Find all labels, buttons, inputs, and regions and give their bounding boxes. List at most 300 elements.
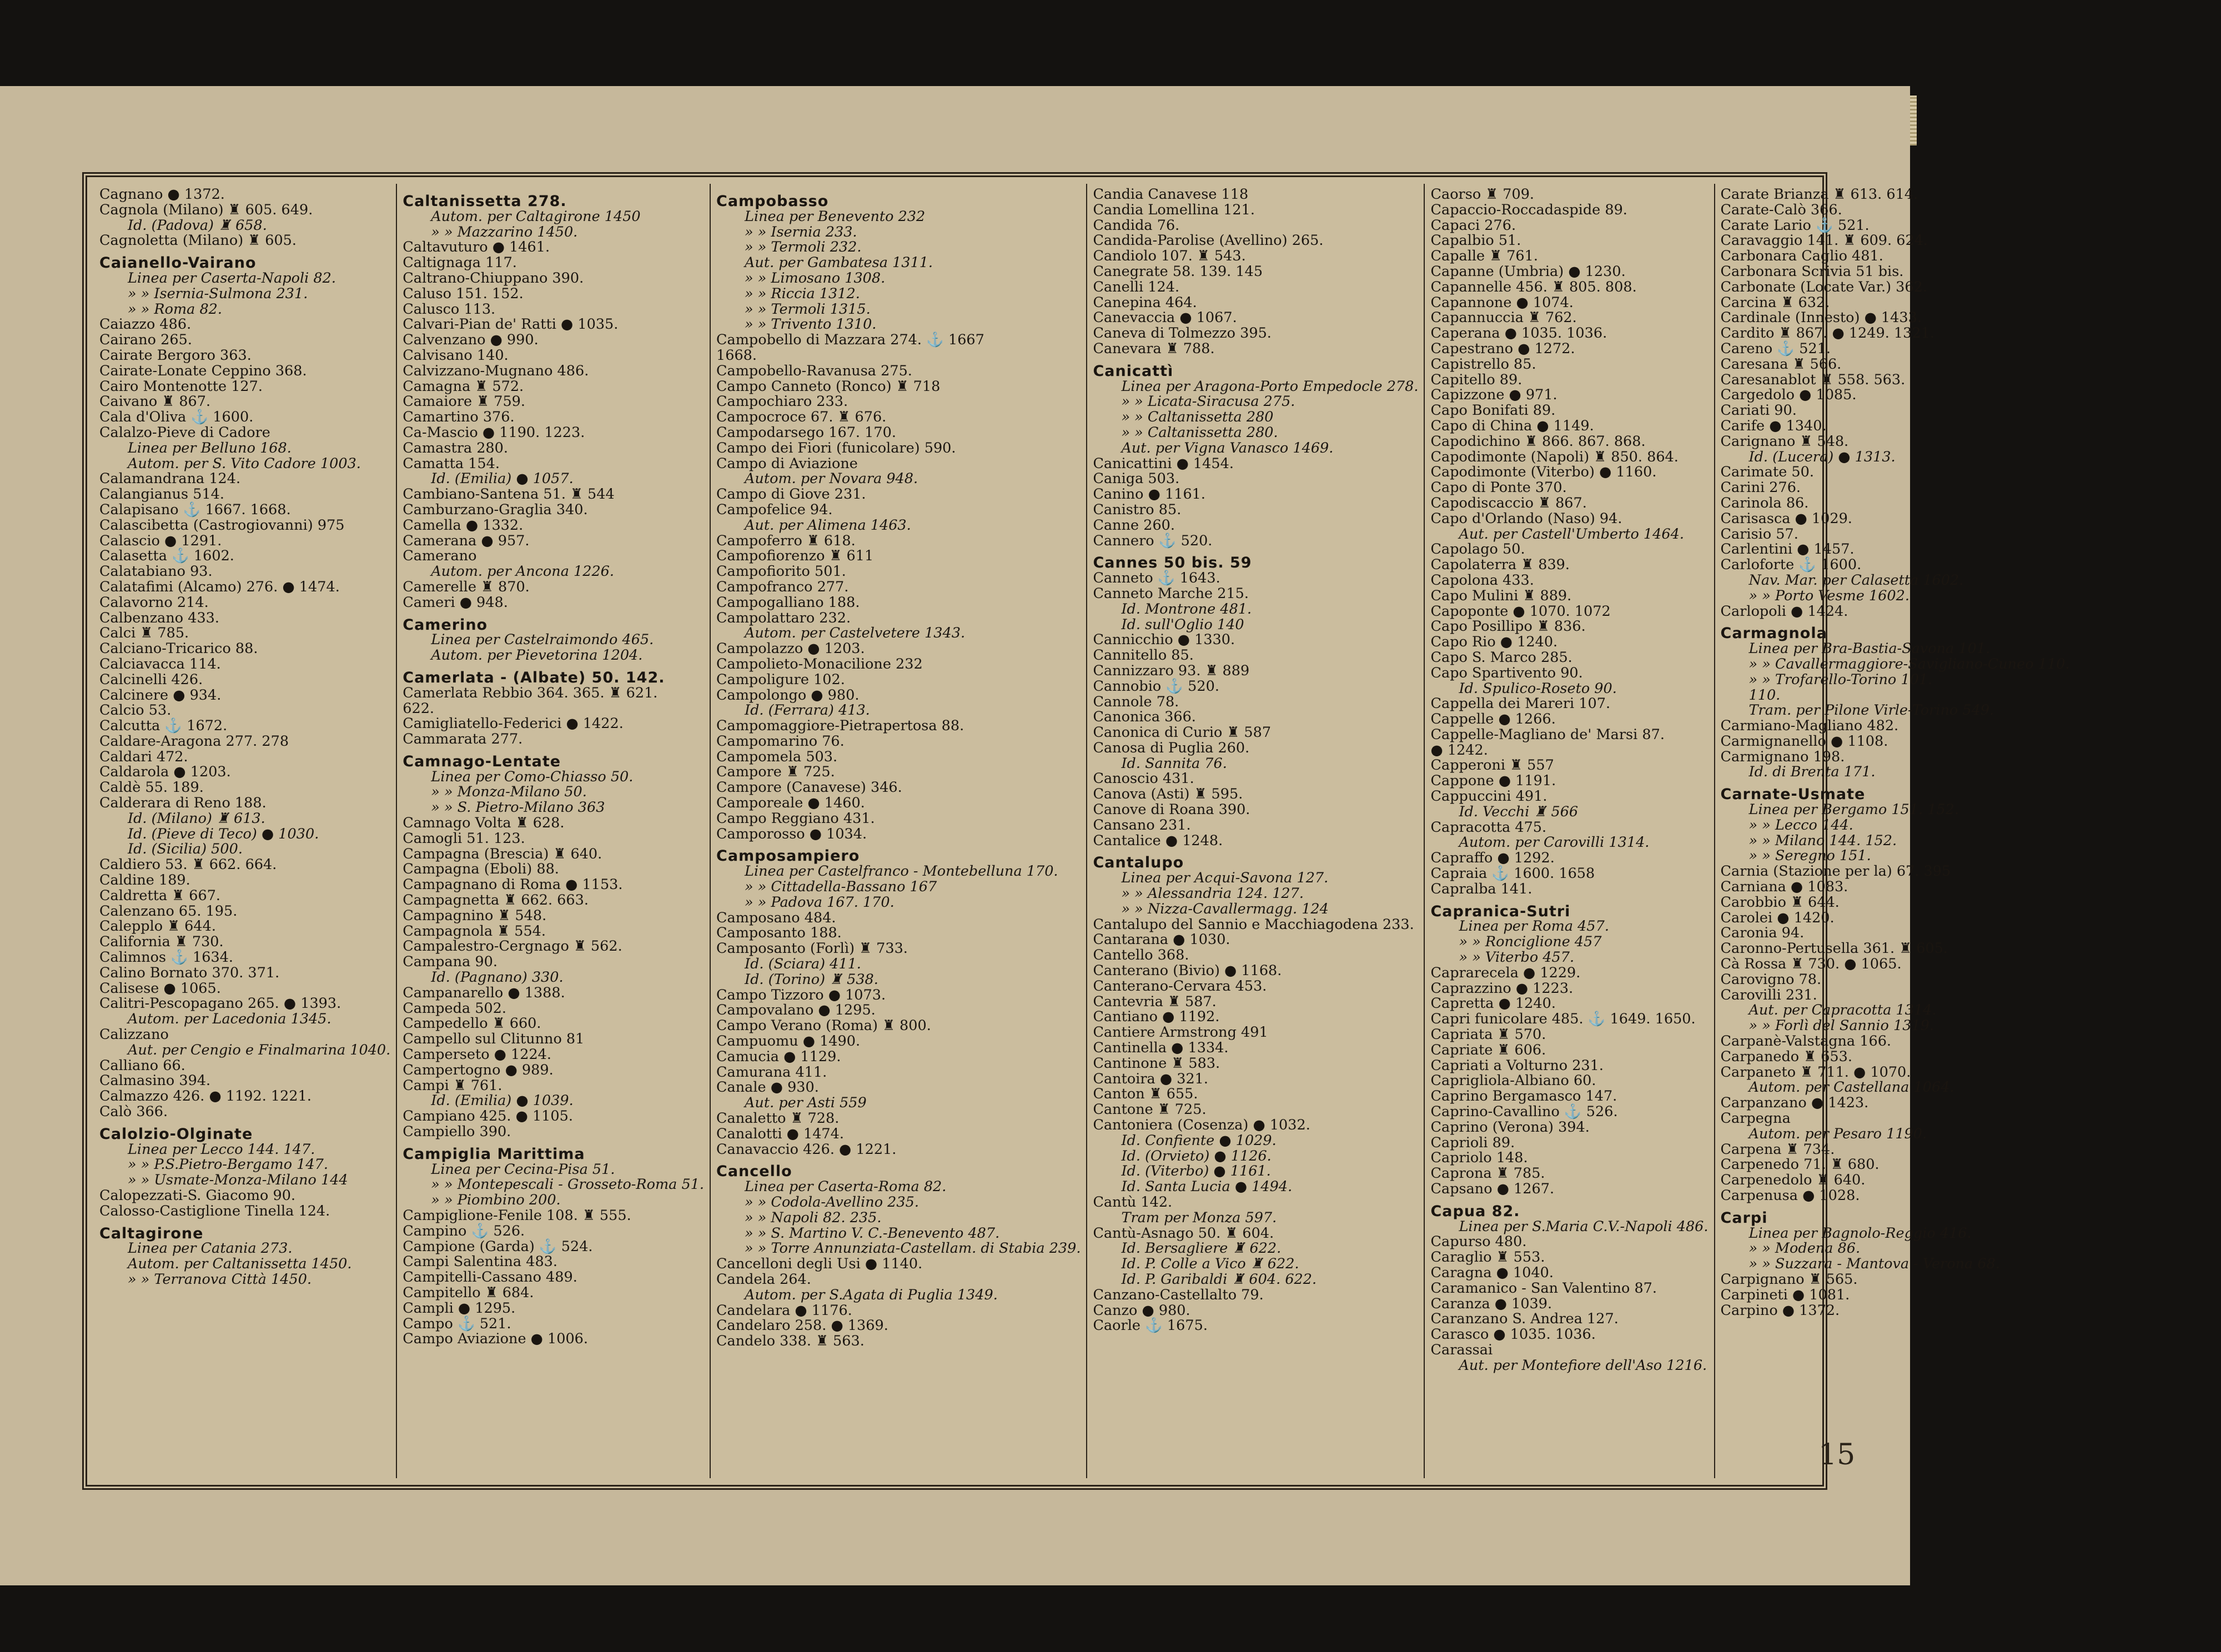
index-entry: Carmignanello ● 1108. (1720, 732, 1888, 750)
index-entry: Canneto Marche 215. (1093, 585, 1249, 602)
index-entry: Carbonara Scrivia 51 bis. (1720, 263, 1904, 280)
index-entry: Capo Spartivento 90. (1430, 664, 1583, 681)
index-entry: Carpenusa ● 1028. (1720, 1187, 1860, 1204)
index-entry: » » Licata-Siracusa 275. (1121, 393, 1295, 410)
index-entry: Calderara di Reno 188. (99, 795, 267, 812)
station-heading: Cantalupo (1093, 854, 1184, 872)
index-entry: Linea per Catania 273. (128, 1240, 293, 1257)
index-entry: Capraffo ● 1292. (1430, 850, 1555, 867)
index-entry: Calliano 66. (99, 1057, 185, 1074)
index-entry: Caniga 503. (1093, 470, 1180, 488)
index-entry: Linea per Bagnolo-Reggio 416. (1748, 1224, 1972, 1242)
index-entry: Id. (Emilia) ● 1057. (431, 470, 574, 488)
index-entry: » » Seregno 151. (1748, 847, 1871, 865)
index-entry: Camaiore ♜ 759. (403, 393, 525, 410)
index-entry: Camagna ♜ 572. (403, 378, 524, 395)
index-entry: Caorle ⚓ 1675. (1093, 1317, 1208, 1334)
index-entry: Campo dei Fiori (funicolare) 590. (716, 439, 956, 456)
index-entry: Campagnola ♜ 554. (403, 922, 546, 940)
index-entry: Candelara ● 1176. (716, 1302, 852, 1319)
index-entry: Candelaro 258. ● 1369. (716, 1317, 888, 1334)
index-entry: Caronno-Pertusella 361. ♜ 605. (1720, 940, 1948, 957)
station-heading: Campobasso (716, 193, 829, 210)
index-entry: » » Alessandria 124. 127. (1121, 885, 1304, 902)
index-entry: Calciavacca 114. (99, 655, 221, 672)
index-entry: Cantù-Asnago 50. ♜ 604. (1093, 1224, 1274, 1242)
index-entry: Cariati 90. (1720, 402, 1797, 419)
index-entry: Capriolo 148. (1430, 1149, 1528, 1167)
index-entry: » » P.S.Pietro-Bergamo 147. (128, 1156, 328, 1173)
index-entry: Capraia ⚓ 1600. 1658 (1430, 865, 1595, 882)
index-entry: Aut. per Montefiore dell'Aso 1216. (1459, 1357, 1707, 1374)
index-entry: Caluso 151. 152. (403, 285, 524, 302)
index-entry: Id. Confiente ● 1029. (1121, 1132, 1277, 1149)
index-entry: Camposanto (Forlì) ♜ 733. (716, 940, 908, 957)
index-entry: Id. (Orvieto) ● 1126. (1121, 1147, 1272, 1164)
index-entry: Id. (Sciara) 411. (745, 956, 861, 973)
index-entry: Id. (Emilia) ● 1039. (431, 1092, 574, 1109)
index-entry: Carpegna (1720, 1110, 1791, 1127)
index-entry: Aut. per Asti 559 (745, 1094, 867, 1112)
index-entry: Capo Bonifati 89. (1430, 402, 1556, 419)
index-entry: » » Termoli 1315. (745, 300, 871, 318)
index-entry: Carolei ● 1420. (1720, 909, 1835, 926)
index-entry: » » Monza-Milano 50. (431, 784, 587, 801)
index-entry: Carmiano-Magliano 482. (1720, 717, 1899, 735)
index-entry: Capolona 433. (1430, 571, 1534, 589)
index-entry: Campagna (Brescia) ♜ 640. (403, 845, 602, 862)
index-entry: Campanarello ● 1388. (403, 984, 565, 1001)
index-entry: Camartino 376. (403, 409, 515, 426)
index-entry: Id. (Pieve di Teco) ● 1030. (128, 825, 319, 842)
index-column (94, 184, 396, 1478)
index-entry: Calosso-Castiglione Tinella 124. (99, 1202, 330, 1219)
index-entry: Campo Tizzoro ● 1073. (716, 986, 886, 1003)
index-entry: Candelo 338. ♜ 563. (716, 1333, 865, 1350)
index-entry: Cannicchio ● 1330. (1093, 631, 1235, 649)
index-entry: Camburzano-Graglia 340. (403, 501, 588, 518)
index-entry: Calepplo ♜ 644. (99, 918, 216, 935)
index-entry: Capo di China ● 1149. (1430, 417, 1594, 434)
index-entry: Calamandrana 124. (99, 470, 241, 488)
index-entry: Linea per Como-Chiasso 50. (431, 768, 634, 785)
index-entry: 110. (1748, 686, 1781, 704)
index-entry: Cala d'Oliva ⚓ 1600. (99, 409, 254, 426)
index-entry: Capoponte ● 1070. 1072 (1430, 602, 1611, 620)
index-entry: Carbonara Caglio 481. (1720, 248, 1883, 265)
index-entry: Id. (Torino) ♜ 538. (745, 971, 878, 988)
index-entry: Id. (Milano) ♜ 613. (128, 810, 265, 827)
index-entry: Calcinelli 426. (99, 671, 203, 688)
index-entry: Carloforte ⚓ 1600. (1720, 556, 1862, 574)
index-entry: Carini 276. (1720, 479, 1801, 496)
index-entry: Caravaggio 141. ♜ 609. 624. (1720, 232, 1928, 249)
index-entry: Carignano ♜ 548. (1720, 433, 1849, 450)
index-entry: Canavaccio 426. ● 1221. (716, 1141, 897, 1158)
index-entry: Id. (Lucera) ● 1313. (1748, 448, 1896, 465)
index-entry: Id. (Sicilia) 500. (128, 841, 243, 858)
index-entry: Carcina ♜ 632. (1720, 294, 1830, 311)
index-entry: Cantiere Armstrong 491 (1093, 1024, 1268, 1041)
index-entry: Camerlata Rebbio 364. 365. ♜ 621. (403, 684, 658, 701)
index-entry: Calcutta ⚓ 1672. (99, 717, 228, 735)
index-entry: Id. Santa Lucia ● 1494. (1121, 1178, 1293, 1196)
index-entry: Id. Vecchi ♜ 566 (1459, 803, 1579, 820)
index-entry: Calascio ● 1291. (99, 532, 222, 549)
index-entry: » » Milano 144. 152. (1748, 832, 1897, 849)
index-entry: » » Piombino 200. (431, 1192, 561, 1209)
index-entry: Campo Aviazione ● 1006. (403, 1330, 589, 1348)
index-entry: » » Forlì del Sannio 1319. (1748, 1017, 1934, 1035)
index-entry: Caraglio ♜ 553. (1430, 1249, 1545, 1266)
index-entry: Cairate Bergoro 363. (99, 347, 252, 364)
index-entry: » » Montepescali - Grosseto-Roma 51. (431, 1176, 705, 1193)
index-entry: » » Modena 86. (1748, 1240, 1861, 1257)
index-entry: Carobbio ♜ 644. (1720, 893, 1840, 911)
station-heading: Campiglia Marittima (403, 1145, 585, 1163)
index-entry: Carisio 57. (1720, 525, 1798, 543)
index-entry: Capannuccia ♜ 762. (1430, 309, 1577, 327)
index-entry: Autom. per S. Vito Cadore 1003. (128, 455, 361, 472)
index-entry: Capperoni ♜ 557 (1430, 757, 1554, 774)
index-entry: Caprona ♜ 785. (1430, 1165, 1545, 1182)
index-entry: Cà Rossa ♜ 730. ● 1065. (1720, 956, 1902, 973)
index-entry: Campobello-Ravanusa 275. (716, 362, 912, 379)
index-entry: Capaci 276. (1430, 217, 1516, 234)
station-heading: Camposampiero (716, 847, 860, 865)
index-entry: Canzano-Castellalto 79. (1093, 1286, 1264, 1303)
index-entry: Autom. per Lacedonia 1345. (128, 1011, 331, 1028)
index-entry: Calitri-Pescopagano 265. ● 1393. (99, 995, 341, 1012)
station-heading: Cancello (716, 1163, 792, 1181)
index-entry: Campagnetta ♜ 662. 663. (403, 892, 589, 909)
index-entry: Cantiano ● 1192. (1093, 1008, 1220, 1026)
index-entry: Carovigno 78. (1720, 971, 1822, 988)
index-entry: Capretta ● 1240. (1430, 995, 1556, 1012)
index-entry: Autom. per Novara 948. (745, 470, 918, 488)
index-entry: Cannitello 85. (1093, 647, 1194, 664)
index-entry: Caldarola ● 1203. (99, 764, 231, 781)
index-entry: Campello sul Clitunno 81 (403, 1031, 585, 1048)
index-entry: Campofelice 94. (716, 501, 833, 518)
index-entry: Cammarata 277. (403, 731, 523, 748)
index-entry: Camurana 411. (716, 1063, 827, 1081)
index-entry: Campalestro-Cergnago ♜ 562. (403, 938, 622, 955)
index-entry: Caronia 94. (1720, 925, 1805, 942)
index-entry: Cantinone ♜ 583. (1093, 1055, 1220, 1072)
index-entry: Campomela 503. (716, 748, 838, 765)
index-entry: Cardinale (Innesto) ● 1433. (1720, 309, 1922, 327)
index-entry: Calbenzano 433. (99, 609, 220, 626)
index-entry: Canoscio 431. (1093, 770, 1194, 787)
index-entry: Canicattini ● 1454. (1093, 455, 1234, 472)
index-entry: Camogli 51. 123. (403, 830, 525, 847)
index-entry: Canale ● 930. (716, 1079, 819, 1096)
index-entry: Camposano 484. (716, 909, 836, 926)
index-entry: Aut. per Cengio e Finalmarina 1040. (128, 1041, 391, 1058)
index-column (1086, 184, 1424, 1478)
index-entry: Autom. per Carovilli 1314. (1459, 834, 1650, 851)
index-entry: Capalle ♜ 761. (1430, 248, 1538, 265)
index-entry: Candida-Parolise (Avellino) 265. (1093, 232, 1324, 249)
index-entry: Carife ● 1340. (1720, 417, 1827, 434)
index-entry: Calusco 113. (403, 300, 496, 318)
index-entry: Calangianus 514. (99, 486, 224, 503)
index-entry: Campolattaro 232. (716, 609, 851, 626)
index-entry: Calci ♜ 785. (99, 625, 189, 642)
index-entry: Campagnano di Roma ● 1153. (403, 876, 623, 893)
index-entry: Cairate-Lonate Ceppino 368. (99, 362, 307, 379)
index-column (396, 184, 710, 1478)
index-entry: Campiello 390. (403, 1123, 511, 1141)
index-entry: Cappelle-Magliano de' Marsi 87. (1430, 726, 1665, 743)
index-entry: Camigliatello-Federici ● 1422. (403, 715, 624, 732)
index-entry: Canosa di Puglia 260. (1093, 739, 1250, 756)
index-entry: Campiano 425. ● 1105. (403, 1108, 573, 1125)
station-heading: Capranica-Sutri (1430, 902, 1571, 920)
index-entry: Calascibetta (Castrogiovanni) 975 (99, 516, 345, 534)
index-entry: Careno ⚓ 521. (1720, 340, 1831, 357)
index-entry: Capodiscaccio ♜ 867. (1430, 494, 1587, 511)
index-entry: Cantinella ● 1334. (1093, 1040, 1229, 1057)
index-entry: » » Codola-Avellino 235. (745, 1194, 919, 1211)
station-heading: Caltagirone (99, 1224, 204, 1242)
index-entry: Campo Verano (Roma) ♜ 800. (716, 1017, 931, 1035)
index-entry: Autom. per Castelvetere 1343. (745, 625, 966, 642)
index-entry: Camnago Volta ♜ 628. (403, 815, 565, 832)
index-entry: Cairano 265. (99, 332, 192, 349)
index-entry: Linea per Belluno 168. (128, 439, 292, 456)
index-entry: Canelli 124. (1093, 278, 1180, 295)
index-entry: Cappuccini 491. (1430, 788, 1547, 805)
index-entry: Id. sull'Oglio 140 (1121, 616, 1244, 633)
index-entry: Cannero ⚓ 520. (1093, 532, 1213, 549)
index-entry: Canzo ● 980. (1093, 1302, 1190, 1319)
index-entry: Caresanablot ♜ 558. 563. (1720, 371, 1906, 388)
index-entry: Cagnola (Milano) ♜ 605. 649. (99, 201, 313, 218)
index-entry: Campli ● 1295. (403, 1299, 516, 1317)
index-entry: Carpanè-Valstagna 166. (1720, 1033, 1892, 1050)
station-heading: Canicattì (1093, 362, 1174, 380)
index-entry: California ♜ 730. (99, 933, 224, 951)
index-entry: Canneto ⚓ 1643. (1093, 570, 1220, 587)
index-entry: Carisasca ● 1029. (1720, 510, 1852, 527)
index-entry: Canepina 464. (1093, 294, 1197, 311)
index-entry: Campore (Canavese) 346. (716, 779, 902, 796)
index-entry: Carinola 86. (1720, 494, 1809, 511)
index-entry: Capo di Ponte 370. (1430, 479, 1567, 496)
index-entry: Campoligure 102. (716, 671, 845, 688)
index-entry: » » Ronciglione 457 (1459, 933, 1602, 951)
index-entry: Campore ♜ 725. (716, 764, 835, 781)
index-entry: Aut. per Capracotta 1314. (1748, 1002, 1937, 1019)
index-entry: Cappelle ● 1266. (1430, 711, 1556, 728)
index-entry: » » Isernia-Sulmona 231. (128, 285, 308, 302)
index-entry: Tram. per Pilone Virle-Torino 549. (1748, 702, 1994, 719)
index-entry: Caldare-Aragona 277. 278 (99, 732, 289, 750)
index-entry: Campagnino ♜ 548. (403, 907, 547, 924)
index-entry: Linea per Caserta-Napoli 82. (128, 269, 336, 287)
index-entry: Canegrate 58. 139. 145 (1093, 263, 1263, 280)
index-entry: Canevara ♜ 788. (1093, 340, 1215, 357)
index-entry: » » Caltanissetta 280. (1121, 424, 1278, 441)
index-entry: Id. di Brenta 171. (1748, 764, 1876, 781)
index-entry: Caresana ♜ 566. (1720, 355, 1842, 373)
index-entry: Calvisano 140. (403, 347, 509, 364)
index-entry: Caneva di Tolmezzo 395. (1093, 325, 1272, 342)
index-entry: Carassai (1430, 1341, 1493, 1358)
index-entry: Caiazzo 486. (99, 316, 192, 333)
index-entry: Cargedolo ● 1085. (1720, 386, 1857, 404)
station-heading: Camnago-Lentate (403, 752, 561, 770)
index-entry: Canterano (Bivio) ● 1168. (1093, 962, 1282, 980)
index-entry: » » Termoli 232. (745, 239, 862, 256)
index-entry: Calopezzati-S. Giacomo 90. (99, 1187, 296, 1204)
index-entry: » » Padova 167. 170. (745, 893, 895, 911)
index-entry: » » Napoli 82. 235. (745, 1209, 882, 1226)
index-entry: Calasetta ⚓ 1602. (99, 548, 234, 565)
index-entry: Calizzano (99, 1026, 169, 1043)
index-entry: Carimate 50. (1720, 464, 1814, 481)
index-entry: Capaccio-Roccadaspide 89. (1430, 201, 1627, 218)
index-entry: Cantevria ♜ 587. (1093, 993, 1217, 1010)
index-entry: Campagna (Eboli) 88. (403, 861, 559, 878)
index-entry: Capriati a Volturno 231. (1430, 1057, 1604, 1074)
index-entry: Camerelle ♜ 870. (403, 578, 530, 595)
index-entry: Id. Bersagliere ♜ 622. (1121, 1240, 1282, 1257)
index-entry: Calenzano 65. 195. (99, 902, 238, 920)
index-entry: Linea per Caserta-Roma 82. (745, 1178, 947, 1196)
index-entry: Campomarino 76. (716, 732, 845, 750)
index-entry: Id. Spulico-Roseto 90. (1459, 680, 1617, 697)
index-entry: Carpanedo ♜ 653. (1720, 1048, 1852, 1065)
index-entry: Campitelli-Cassano 489. (403, 1269, 577, 1286)
index-entry: Carlentini ● 1457. (1720, 541, 1855, 558)
index-entry: Autom. per S.Agata di Puglia 1349. (745, 1286, 998, 1303)
index-entry: Campo di Giove 231. (716, 486, 866, 503)
index-entry: Capannone ● 1074. (1430, 294, 1574, 311)
index-entry: Ca-Mascio ● 1190. 1223. (403, 424, 585, 441)
index-entry: Capolago 50. (1430, 541, 1525, 558)
index-entry: Caltavuturo ● 1461. (403, 239, 550, 256)
index-entry: Capalbio 51. (1430, 232, 1521, 249)
station-heading: Carmagnola (1720, 625, 1827, 642)
index-entry: Campo Reggiano 431. (716, 810, 875, 827)
index-entry: Campiglione-Fenile 108. ♜ 555. (403, 1207, 631, 1224)
station-heading: Carnate-Usmate (1720, 786, 1866, 804)
index-entry: Calcio 53. (99, 702, 172, 719)
station-heading: Caltanissetta 278. (403, 193, 567, 210)
index-entry: Campocroce 67. ♜ 676. (716, 409, 887, 426)
index-entry: Caltrano-Chiuppano 390. (403, 269, 584, 287)
index-entry: Linea per Bra-Bastia-Savona 101. (1748, 640, 1991, 657)
index-entry: 622. (403, 700, 435, 717)
index-entry: Candia Lomellina 121. (1093, 201, 1255, 218)
index-entry: Campino ⚓ 526. (403, 1222, 525, 1239)
index-entry: Candia Canavese 118 (1093, 186, 1249, 203)
index-entry: Camerana ● 957. (403, 532, 530, 549)
index-entry: Carpineti ● 1081. (1720, 1286, 1850, 1303)
index-entry: » » S. Martino V. C.-Benevento 487. (745, 1224, 1000, 1242)
index-entry: Aut. per Castell'Umberto 1464. (1459, 525, 1684, 543)
index-entry: Canaletto ♜ 728. (716, 1110, 840, 1127)
index-entry: Camporeale ● 1460. (716, 795, 865, 812)
index-entry: Caorso ♜ 709. (1430, 186, 1535, 203)
index-entry: » » Caltanissetta 280 (1121, 409, 1274, 426)
index-entry: Autom. per Ancona 1226. (431, 563, 615, 580)
index-entry: » » Mazzarino 1450. (431, 223, 578, 240)
index-entry: Cantalupo del Sannio e Macchiagodena 233. (1093, 916, 1414, 933)
index-entry: » » Cavallermaggiore-Savigliano-Cuneo 110. (1748, 655, 2070, 672)
index-entry: Caprino (Verona) 394. (1430, 1118, 1590, 1136)
index-entry: Cantoira ● 321. (1093, 1070, 1208, 1087)
index-entry: » » Porto Vesme 1602. (1748, 587, 1910, 604)
index-entry: » » Torre Annunziata-Castellam. di Stabia 239. (745, 1240, 1081, 1257)
index-entry: Linea per Bergamo 151. 152. (1748, 801, 1959, 819)
index-entry: Calalzo-Pieve di Cadore (99, 424, 270, 441)
index-entry: Canne 260. (1093, 516, 1175, 534)
index-entry: Canton ♜ 655. (1093, 1086, 1198, 1103)
index-entry: Tram per Monza 597. (1121, 1209, 1277, 1226)
index-entry: Camastra 280. (403, 439, 508, 456)
index-entry: Capizzone ● 971. (1430, 386, 1557, 404)
index-entry: Carpaneto ♜ 711. ● 1070. (1720, 1063, 1911, 1081)
index-frame (82, 172, 2070, 1490)
index-entry: Aut. per Gambatesa 1311. (745, 254, 933, 272)
index-entry: Carlopoli ● 1424. (1720, 602, 1848, 620)
index-entry: Candida 76. (1093, 217, 1180, 234)
station-heading: Cannes 50 bis. 59 (1093, 554, 1252, 572)
index-entry: » » Trofarello-Torino 101. (1748, 671, 1933, 688)
index-entry: Calisese ● 1065. (99, 980, 221, 997)
station-heading: Camerlata - (Albate) 50. 142. (403, 669, 665, 686)
index-entry: Canonica 366. (1093, 709, 1196, 726)
index-entry: Cambiano-Santena 51. ♜ 544 (403, 486, 615, 503)
index-entry: Id. Montrone 481. (1121, 600, 1252, 617)
index-entry: Calmasino 394. (99, 1072, 211, 1089)
station-heading: Camerino (403, 616, 488, 634)
index-entry: Carmignano 198. (1720, 748, 1845, 765)
index-entry: Cantoniera (Cosenza) ● 1032. (1093, 1117, 1310, 1134)
index-entry: Candela 264. (716, 1271, 811, 1288)
index-entry: Carniana ● 1083. (1720, 878, 1848, 896)
index-entry: Calino Bornato 370. 371. (99, 964, 280, 981)
page-number: 15 (1818, 1438, 1856, 1472)
index-entry: Campeda 502. (403, 1000, 506, 1017)
index-entry: Camposanto 188. (716, 925, 842, 942)
index-entry: Capracotta 475. (1430, 819, 1547, 836)
station-heading: Caianello-Vairano (99, 254, 257, 272)
index-entry: Caivano ♜ 867. (99, 393, 211, 410)
index-entry: » » Riccia 1312. (745, 285, 860, 302)
index-entry: Capolaterra ♜ 839. (1430, 556, 1570, 574)
index-entry: Carpanzano ● 1423. (1720, 1094, 1869, 1112)
index-entry: Capodichino ♜ 866. 867. 868. (1430, 433, 1646, 450)
index-column (1714, 184, 2076, 1478)
index-entry: Carpino ● 1372. (1720, 1302, 1840, 1319)
index-entry: Capo Mulini ♜ 889. (1430, 587, 1572, 604)
index-entry: Carate Lario ⚓ 521. (1720, 217, 1870, 234)
index-entry: Capralba 141. (1430, 880, 1532, 897)
index-entry: Campedello ♜ 660. (403, 1015, 541, 1032)
index-entry: Canova (Asti) ♜ 595. (1093, 786, 1243, 803)
index-entry: Cameri ● 948. (403, 594, 508, 611)
index-entry: Id. P. Garibaldi ♜ 604. 622. (1121, 1271, 1317, 1288)
index-entry: Caragna ● 1040. (1430, 1264, 1554, 1281)
index-entry: Autom. per Pesaro 1190. (1748, 1125, 1927, 1142)
index-entry: Cairo Montenotte 127. (99, 378, 263, 395)
index-entry: Cappone ● 1191. (1430, 772, 1556, 790)
